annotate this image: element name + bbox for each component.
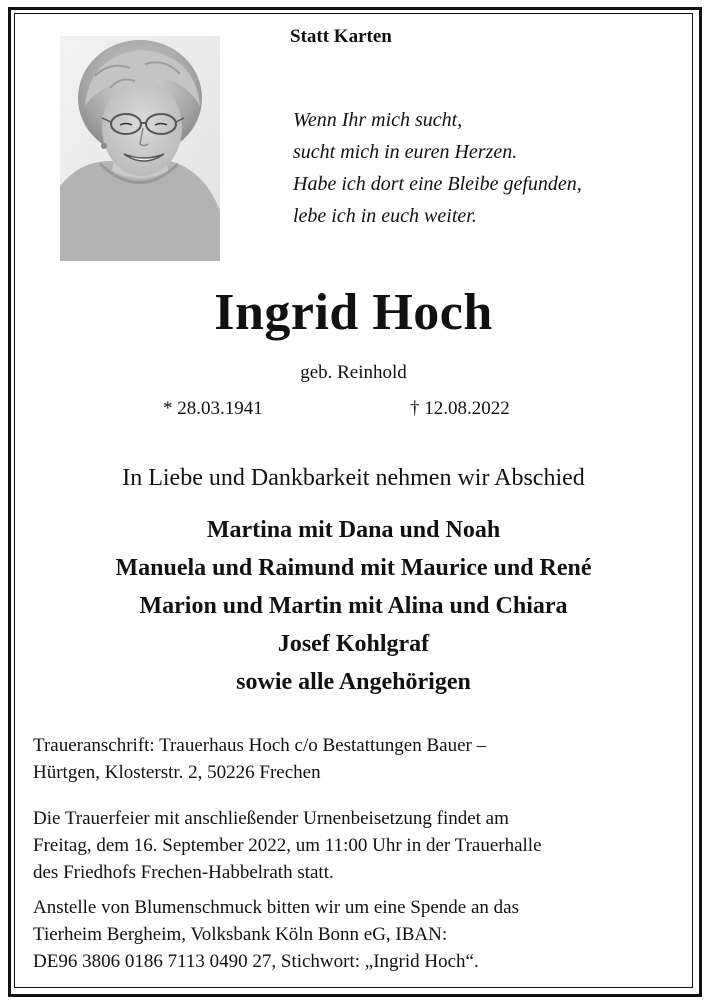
address-line: Traueranschrift: Trauerhaus Hoch c/o Bestattungen Bauer –: [33, 735, 487, 756]
poem-line: lebe ich in euch weiter.: [293, 205, 477, 227]
poem-line: Habe ich dort eine Bleibe gefunden,: [293, 173, 582, 195]
ceremony-line: Freitag, dem 16. September 2022, um 11:00 Uhr in der Trauerhalle: [33, 835, 542, 856]
donation-line: Anstelle von Blumenschmuck bitten wir um eine Spende an das: [33, 897, 519, 918]
mourner-line: Martina mit Dana und Noah: [206, 517, 501, 543]
mourner-line: Manuela und Raimund mit Maurice und René: [115, 555, 592, 581]
poem: [293, 104, 582, 232]
deceased-name: Ingrid Hoch: [214, 284, 493, 341]
maiden-name: geb. Reinhold: [300, 362, 407, 383]
ceremony-line: des Friedhofs Frechen-Habbelrath statt.: [33, 862, 334, 883]
mourners-list: [0, 511, 707, 701]
statt-karten-label: Statt Karten: [290, 26, 392, 47]
poem-line: sucht mich in euren Herzen.: [293, 141, 518, 163]
death-date: † 12.08.2022: [410, 398, 510, 419]
ceremony-line: Die Trauerfeier mit anschließender Urnenbeisetzung findet am: [33, 808, 509, 829]
birth-date: * 28.03.1941: [163, 398, 263, 419]
farewell-text: In Liebe und Dankbarkeit nehmen wir Abschied: [122, 465, 585, 491]
donation-line: DE96 3806 0186 7113 0490 27, Stichwort: „Ingrid Hoch“.: [33, 951, 479, 972]
mourner-line: sowie alle Angehörigen: [236, 669, 471, 695]
poem-line: Wenn Ihr mich sucht,: [293, 109, 463, 131]
address-line: Hürtgen, Klosterstr. 2, 50226 Frechen: [33, 762, 321, 783]
mourner-line: Marion und Martin mit Alina und Chiara: [139, 593, 568, 619]
ceremony-paragraph: [33, 805, 542, 886]
address-paragraph: [33, 732, 486, 786]
portrait-photo: [60, 36, 220, 261]
donation-line: Tierheim Bergheim, Volksbank Köln Bonn eG, IBAN:: [33, 924, 448, 945]
donation-paragraph: [33, 894, 519, 975]
mourner-line: Josef Kohlgraf: [277, 631, 430, 657]
